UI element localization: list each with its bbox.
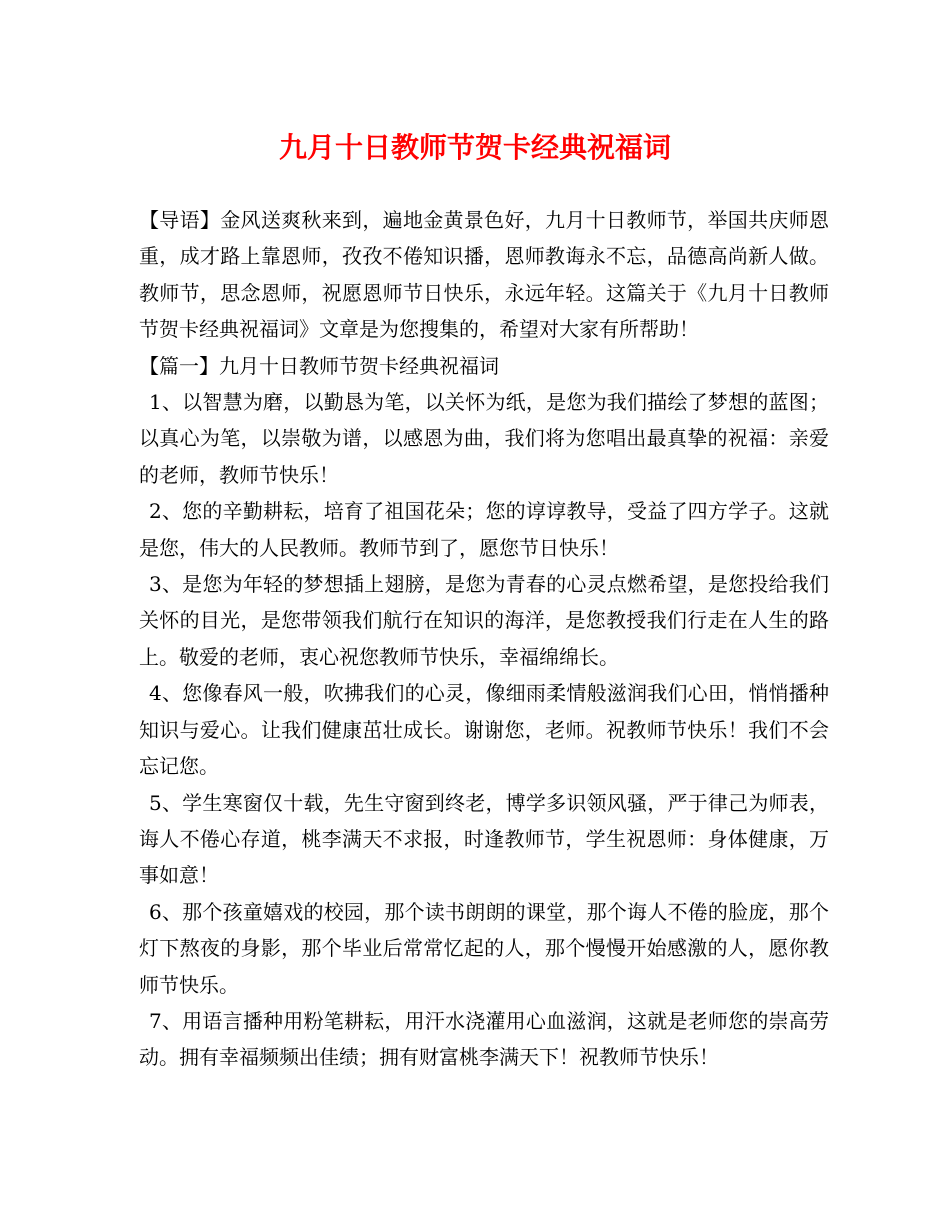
- document-title: 九月十日教师节贺卡经典祝福词: [278, 131, 671, 164]
- greeting-item: 4、您像春风一般，吹拂我们的心灵，像细雨柔情般滋润我们心田，悄悄播种知识与爱心。让我们健康茁壮成长。谢谢您，老师。祝教师节快乐！我们不会忘记您。: [139, 681, 829, 779]
- greeting-item: 7、用语言播种用粉笔耕耘，用汗水浇灌用心血滋润，这就是老师您的崇高劳动。拥有幸福频频出佳绩；拥有财富桃李满天下！祝教师节快乐！: [139, 1008, 829, 1070]
- greeting-item: 2、您的辛勤耕耘，培育了祖国花朵；您的谆谆教导，受益了四方学子。这就是您，伟大的人民教师。教师节到了，愿您节日快乐！: [139, 499, 829, 560]
- section-heading: 【篇一】九月十日教师节贺卡经典祝福词: [139, 353, 499, 378]
- greeting-item: 5、学生寒窗仅十载，先生守窗到终老，博学多识领风骚，严于律己为师表，诲人不倦心存道，桃李满天不求报，时逢教师节，学生祝恩师：身体健康，万事如意！: [139, 790, 829, 888]
- greeting-item: 6、那个孩童嬉戏的校园，那个读书朗朗的课堂，那个诲人不倦的脸庞，那个灯下熬夜的身影，那个毕业后常常忆起的人，那个慢慢开始感激的人，愿你教师节快乐。: [139, 899, 829, 997]
- greeting-item: 3、是您为年轻的梦想插上翅膀，是您为青春的心灵点燃希望，是您投给我们关怀的目光，是您带领我们航行在知识的海洋，是您教授我们行走在人生的路上。敬爱的老师，衷心祝您教师节快乐，幸福绵绵长。: [139, 572, 829, 669]
- greeting-item: 1、以智慧为磨，以勤恳为笔，以关怀为纸，是您为我们描绘了梦想的蓝图；以真心为笔，以崇敬为谱，以感恩为曲，我们将为您唱出最真挚的祝福：亲爱的老师，教师节快乐！: [139, 390, 829, 487]
- intro-paragraph: 【导语】金风送爽秋来到，遍地金黄景色好，九月十日教师节，举国共庆师恩重，成才路上靠恩师，孜孜不倦知识播，恩师教诲永不忘，品德高尚新人做。教师节，思念恩师，祝愿恩师节日快乐，永远年轻。这篇关于《九月十日教师节贺卡经典祝福词》文章是为您搜集的，希望对大家有所帮助！: [139, 208, 829, 342]
- document-body: [139, 202, 829, 1076]
